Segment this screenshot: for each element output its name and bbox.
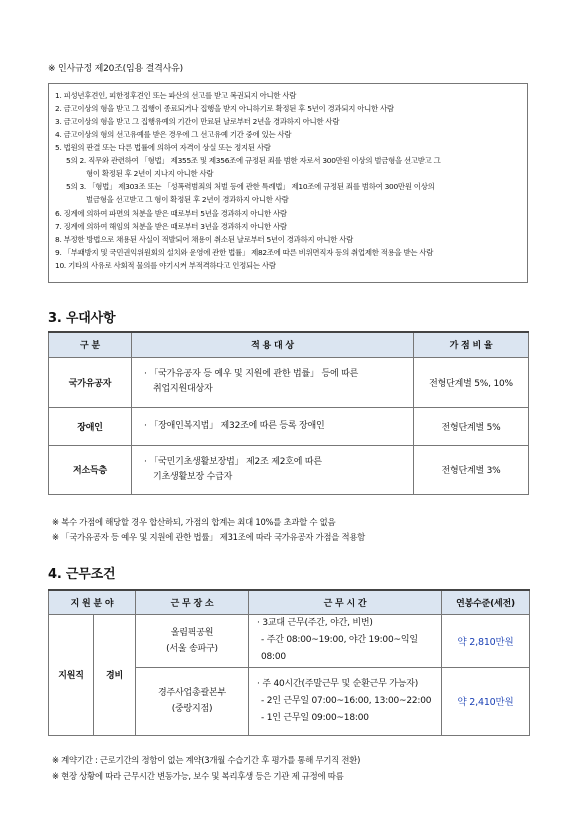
table-header-row — [49, 332, 529, 357]
time-cell — [249, 614, 442, 667]
rate-cell: 전형단계별 5%, 10% — [414, 357, 529, 407]
salary-cell: 약 2,410만원 — [442, 667, 530, 735]
disqualification-item: 3. 금고이상의 형을 받고 그 집행유예의 기간이 만료된 날로부터 2년을 경과하지 아니한 사람 — [55, 117, 340, 126]
header-rate: 가 점 비 율 — [414, 332, 529, 357]
rate-cell: 전형단계별 3% — [414, 445, 529, 494]
place-name: 경주사업총괄본부 — [158, 688, 226, 698]
time-line: - 1인 근무일 09:00~18:00 — [261, 712, 369, 723]
place-cell — [136, 667, 249, 735]
table-header-row — [49, 590, 530, 614]
table-row — [49, 357, 529, 407]
disqualification-item: 형이 확정된 후 2년이 지나지 아니한 사람 — [86, 169, 214, 178]
disqualification-item: 9. 「부패방지 및 국민권익위원회의 설치와 운영에 관한 법률」 제82조에 따른 비위면직자 등의 취업제한 적용을 받는 사람 — [55, 248, 434, 257]
target-cell — [132, 357, 414, 407]
disqualification-item: 4. 금고이상의 형의 선고유예를 받은 경우에 그 선고유예 기간 중에 있는 사람 — [55, 130, 292, 139]
disqualification-item: 5의 3. 「형법」 제303조 또는 「성폭력범죄의 처벌 등에 관한 특례법」 제10조에 규정된 죄를 범하여 300만원 이상의 — [66, 182, 435, 191]
section-4-title: 4. 근무조건 — [48, 567, 116, 582]
table-row — [49, 614, 530, 667]
section-3-title: 3. 우대사항 — [48, 311, 116, 326]
disqualification-item: 6. 징계에 의하여 파면의 처분을 받은 때로부터 5년을 경과하지 아니한 사람 — [55, 209, 287, 218]
time-line: - 2인 근무일 07:00~16:00, 13:00~22:00 — [261, 695, 432, 706]
target-line: · 「장애인복지법」 제32조에 따른 등록 장애인 — [144, 420, 325, 431]
work-note: ※ 계약기간 : 근로기간의 정함이 없는 계약(3개월 수습기간 후 평가를 통해 무기직 전환) — [52, 755, 361, 765]
place-name: 올림픽공원 — [170, 627, 214, 638]
target-cell — [132, 407, 414, 445]
header-place: 근 무 장 소 — [136, 590, 249, 614]
category-cell: 장애인 — [49, 407, 132, 445]
salary-cell: 약 2,810만원 — [442, 614, 530, 667]
disqualification-item: 벌금형을 선고받고 그 형이 확정된 후 2년이 경과하지 아니한 사람 — [86, 195, 289, 204]
disqualification-item: 5. 법원의 판결 또는 다른 법률에 의하여 자격이 상실 또는 정지된 사람 — [55, 143, 271, 152]
time-line: · 주 40시간(주말근무 및 순환근무 가능자) — [257, 678, 419, 689]
place-region: (서울 송파구) — [166, 643, 218, 654]
preference-table — [48, 331, 529, 495]
header-time: 근 무 시 간 — [249, 590, 442, 614]
target-line: · 「국민기초생활보장법」 제2조 제2호에 따른 — [144, 456, 322, 467]
table-row — [49, 445, 529, 494]
target-line: 취업지원대상자 — [153, 384, 213, 394]
table-row — [49, 407, 529, 445]
disqualification-box — [48, 83, 528, 283]
time-line: - 주간 08:00~19:00, 야간 19:00~익일 08:00 — [261, 635, 418, 662]
rule-note: ※ 인사규정 제20조(임용 결격사유) — [48, 64, 183, 74]
header-salary: 연봉수준(세전) — [442, 590, 530, 614]
preference-note: ※ 「국가유공자 등 예우 및 지원에 관한 법률」 제31조에 따라 국가유공자 가점을 적용함 — [52, 532, 366, 542]
category-cell: 국가유공자 — [49, 357, 132, 407]
subfield-cell: 경비 — [94, 614, 136, 735]
work-conditions-table — [48, 589, 530, 736]
header-category: 구 분 — [49, 332, 132, 357]
preference-note: ※ 복수 가점에 해당할 경우 합산하되, 가점의 합계는 최대 10%를 초과할 수 없음 — [52, 517, 336, 527]
category-cell: 저소득층 — [49, 445, 132, 494]
target-line: 기초생활보장 수급자 — [153, 471, 233, 482]
target-cell — [132, 445, 414, 494]
place-region: (중랑지점) — [171, 704, 213, 714]
header-field: 지 원 분 야 — [49, 590, 136, 614]
disqualification-item: 7. 징계에 의하여 해임의 처분을 받은 때로부터 3년을 경과하지 아니한 사람 — [55, 222, 287, 231]
target-line: · 「국가유공자 등 예우 및 지원에 관한 법률」 등에 따른 — [144, 369, 359, 379]
disqualification-item: 8. 부정한 방법으로 채용된 사실이 적발되어 채용이 취소된 날로부터 5년이 경과하지 아니한 사람 — [55, 235, 353, 244]
disqualification-item: 2. 금고이상의 형을 받고 그 집행이 종료되거나 집행을 받지 아니하기로 확정된 후 5년이 경과되지 아니한 사람 — [55, 104, 394, 113]
disqualification-item: 1. 피성년후견인, 피한정후견인 또는 파산의 선고를 받고 복권되지 아니한 사람 — [55, 91, 297, 100]
place-cell — [136, 614, 249, 667]
time-cell — [249, 667, 442, 735]
disqualification-item: 5의 2. 직무와 관련하여 「형법」 제355조 및 제356조에 규정된 죄를 범한 자로서 300만원 이상의 벌금형을 선고받고 그 — [66, 156, 441, 165]
disqualification-item: 10. 기타의 사유로 사회적 물의를 야기시켜 부적격하다고 인정되는 사람 — [55, 261, 276, 270]
work-note: ※ 현장 상황에 따라 근무시간 변동가능, 보수 및 복리후생 등은 기관 제 규정에 따름 — [52, 771, 344, 781]
header-target: 적 용 대 상 — [132, 332, 414, 357]
time-line: · 3교대 근무(주간, 야간, 비번) — [257, 618, 373, 628]
rate-cell: 전형단계별 5% — [414, 407, 529, 445]
field-cell: 지원직 — [49, 614, 94, 735]
